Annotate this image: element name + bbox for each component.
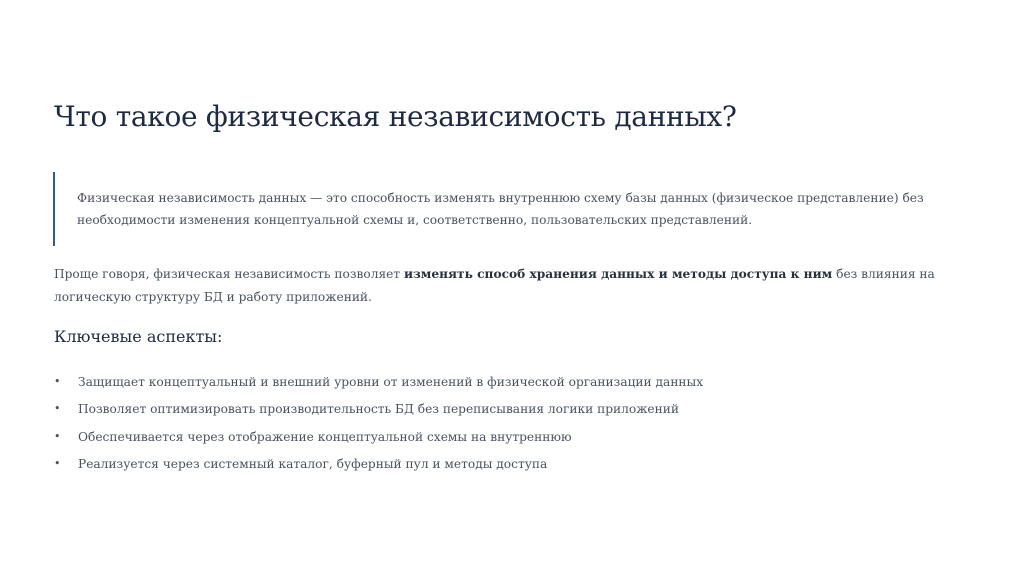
list-item-text: Позволяет оптимизировать производительность БД без переписывания логики приложений (78, 402, 680, 417)
definition-text: Физическая независимость данных — это способность изменять внутреннюю схему базы данных (физическое представление) без необходимости изменения концептуальной схемы и, соответственно, пользовательских представлений. (77, 191, 924, 227)
bullet-icon: • (54, 402, 61, 416)
key-aspects-heading: Ключевые аспекты: (54, 327, 223, 346)
list-item-text: Реализуется через системный каталог, буферный пул и методы доступа (78, 456, 548, 471)
list-item-text: Защищает концептуальный и внешний уровни от изменений в физической организации данных (78, 375, 704, 389)
definition-quote-block (53, 172, 925, 246)
explanation-emphasis: изменять способ хранения данных и методы доступа к ним (403, 267, 833, 281)
bullet-icon: • (54, 456, 61, 470)
slide-title: Что такое физическая независимость данных? (54, 100, 737, 133)
explanation-paragraph (54, 263, 984, 309)
explanation-text-before: Проще говоря, физическая независимость позволяет (54, 267, 404, 281)
bullet-icon: • (54, 375, 61, 388)
explanation-text-after: без влияния на логическую структуру БД и работу приложений. (54, 267, 935, 304)
bullet-icon: • (54, 429, 61, 443)
list-item-text: Обеспечивается через отображение концептуальной схемы на внутреннюю (78, 429, 572, 444)
